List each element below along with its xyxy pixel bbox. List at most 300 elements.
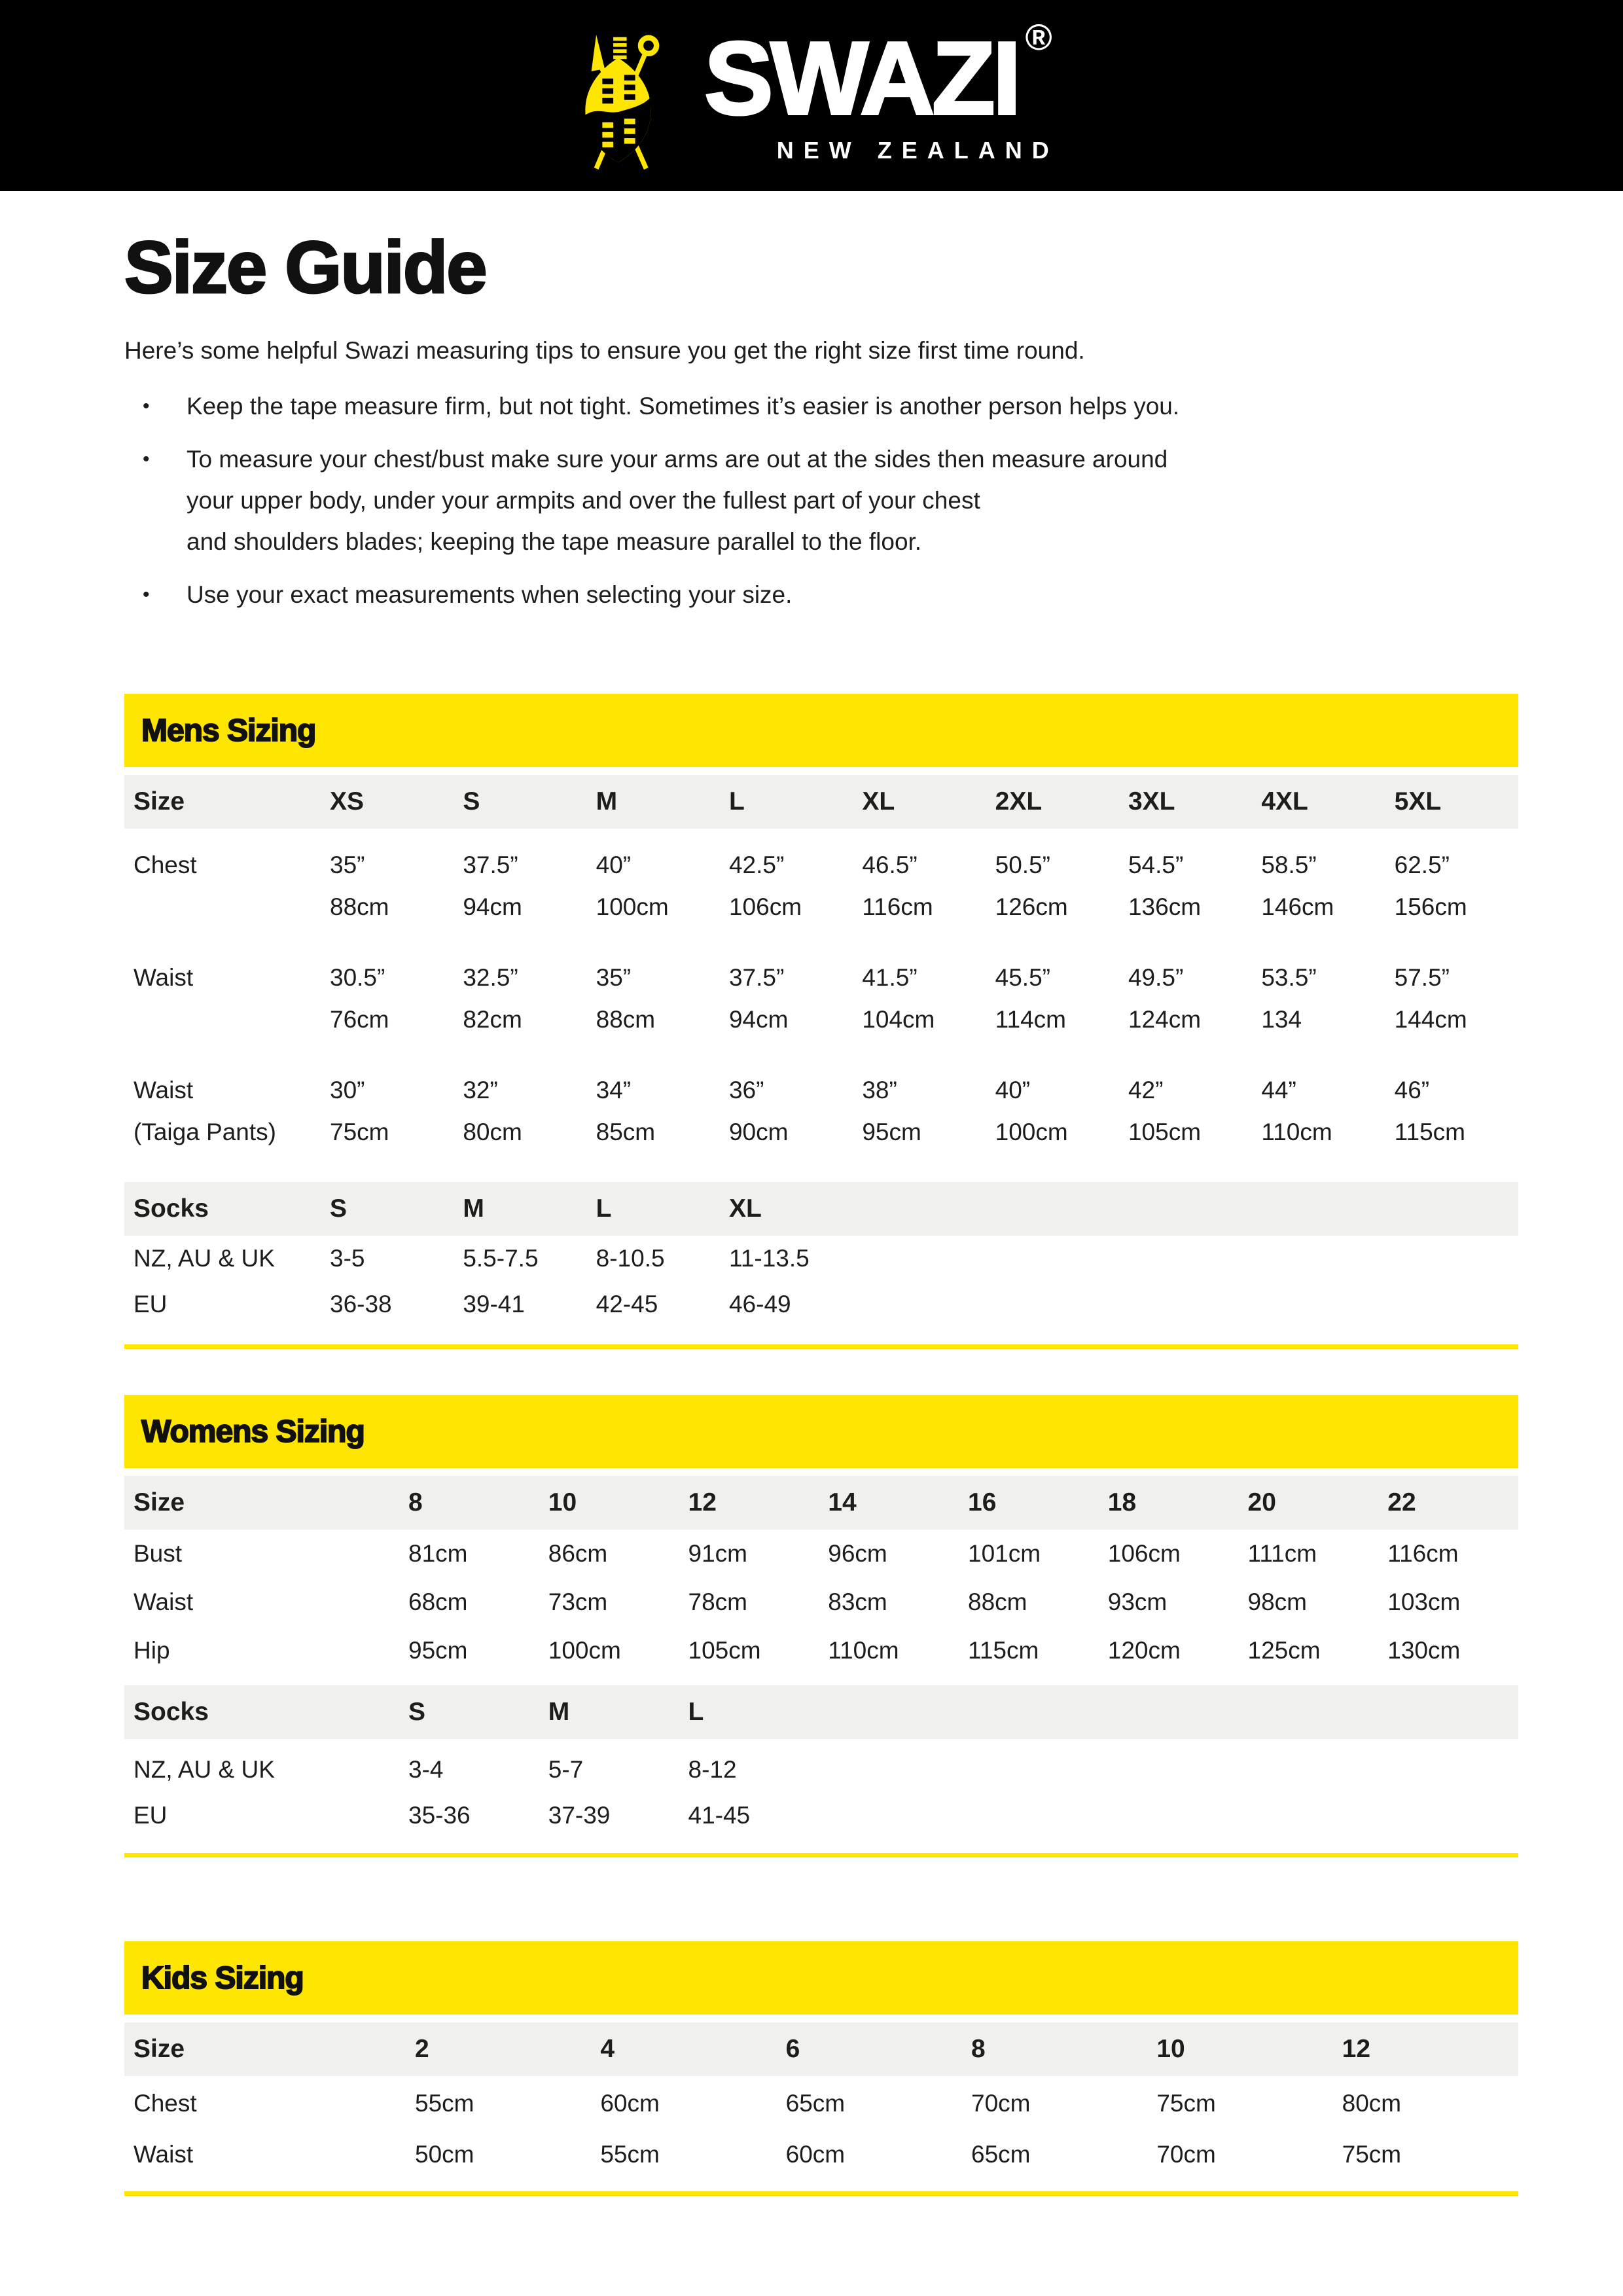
size-header-row — [124, 775, 1518, 829]
size-value — [406, 2131, 591, 2178]
size-value — [986, 844, 1119, 928]
womens-section-title-bar — [124, 1395, 1518, 1468]
size-value — [1378, 1530, 1518, 1578]
text-line: 44” — [1261, 1077, 1296, 1104]
size-value — [399, 1626, 539, 1675]
text-line: 38” — [862, 1077, 897, 1104]
column-header: 10 — [548, 1488, 577, 1517]
size-value — [399, 1793, 539, 1839]
size-value — [1099, 1626, 1239, 1675]
brand-wordmark — [704, 16, 1059, 164]
size-value — [539, 1626, 679, 1675]
size-value — [1147, 2080, 1332, 2127]
size-value — [321, 1069, 454, 1153]
womens-sizing-section — [124, 1395, 1518, 1857]
row-label — [124, 2131, 406, 2178]
row-label — [124, 1236, 321, 1282]
size-value — [399, 1530, 539, 1578]
text-line: 100cm — [995, 1119, 1068, 1146]
size-value — [853, 1069, 986, 1153]
size-value — [853, 844, 986, 928]
text-line: 65cm — [785, 2090, 846, 2117]
size-header-row — [124, 2022, 1518, 2076]
text-line: 55cm — [415, 2090, 474, 2117]
size-value — [1378, 1793, 1518, 1839]
text-line: Bust — [134, 1540, 183, 1568]
brand-name: SWAZI — [704, 21, 1019, 136]
text-line: 5.5-7.5 — [463, 1245, 539, 1272]
size-value — [1378, 1626, 1518, 1675]
row-label — [124, 2080, 406, 2127]
text-line: Waist — [134, 1077, 194, 1104]
size-value — [679, 1626, 819, 1675]
text-line: 41-45 — [688, 1802, 751, 1829]
tip-text: your upper body, under your armpits and over the fullest part of your chest — [187, 487, 980, 514]
text-line: 35” — [330, 852, 365, 879]
size-value — [986, 957, 1119, 1041]
column-header: 4 — [600, 2035, 615, 2064]
text-line: 115cm — [968, 1637, 1039, 1664]
size-value — [959, 1530, 1099, 1578]
text-line: 80cm — [463, 1119, 522, 1146]
intro-paragraph: Here’s some helpful Swazi measuring tips to ensure you get the right size first time round. — [124, 336, 1085, 364]
size-value — [959, 1578, 1099, 1626]
row-label — [124, 1578, 399, 1626]
column-header: 2XL — [995, 787, 1043, 816]
column-header: 8 — [971, 2035, 986, 2064]
size-value — [853, 1236, 986, 1282]
text-line: 94cm — [728, 1006, 789, 1033]
socks-header-row — [124, 1685, 1518, 1739]
text-line: 104cm — [862, 1006, 935, 1033]
text-line: 106cm — [1107, 1540, 1181, 1568]
table-corner-label: Size — [134, 2035, 185, 2064]
size-value — [406, 2080, 591, 2127]
text-line: Chest — [134, 2090, 197, 2117]
size-value — [679, 1747, 819, 1793]
text-line: 82cm — [463, 1006, 522, 1033]
text-line: 54.5” — [1128, 852, 1184, 879]
text-line: 37.5” — [463, 852, 518, 879]
size-value — [587, 1282, 720, 1327]
measurement-row — [124, 2080, 1518, 2127]
column-header: XL — [862, 787, 895, 816]
text-line: 101cm — [968, 1540, 1041, 1568]
size-value — [399, 1578, 539, 1626]
size-value — [587, 957, 720, 1041]
text-line: 30.5” — [330, 964, 385, 992]
tip-text: Use your exact measurements when selecting your size. — [187, 581, 793, 609]
size-value — [454, 1282, 586, 1327]
size-value — [679, 1530, 819, 1578]
column-header: 3XL — [1128, 787, 1175, 816]
text-line: 80cm — [1342, 2090, 1402, 2117]
size-value — [587, 844, 720, 928]
row-label — [124, 957, 321, 1041]
text-line: 36-38 — [330, 1291, 392, 1318]
page-title: Size Guide — [124, 226, 486, 308]
size-value — [1099, 1793, 1239, 1839]
text-line: 32” — [463, 1077, 498, 1104]
column-header: M — [548, 1698, 570, 1727]
text-line: 103cm — [1387, 1588, 1461, 1616]
text-line: 85cm — [596, 1119, 656, 1146]
tip-text: and shoulders blades; keeping the tape measure parallel to the floor. — [187, 528, 922, 556]
text-line: Waist — [134, 2141, 194, 2168]
text-line: 8-10.5 — [596, 1245, 665, 1272]
size-value — [986, 1069, 1119, 1153]
size-value — [1239, 1530, 1379, 1578]
text-line: 42-45 — [596, 1291, 658, 1318]
column-header: XS — [330, 787, 365, 816]
text-line: 110cm — [1261, 1119, 1332, 1146]
text-line: EU — [134, 1802, 168, 1829]
size-value — [1385, 1069, 1518, 1153]
size-value — [539, 1747, 679, 1793]
text-line: 70cm — [1156, 2141, 1216, 2168]
size-value — [777, 2131, 962, 2178]
text-line: 3-5 — [330, 1245, 365, 1272]
row-label — [124, 1793, 399, 1839]
text-line: 40” — [596, 852, 632, 879]
row-label — [124, 1282, 321, 1327]
size-value — [1239, 1747, 1379, 1793]
text-line: 35-36 — [408, 1802, 471, 1829]
size-value — [1252, 957, 1385, 1041]
text-line: 32.5” — [463, 964, 518, 992]
text-line: 41.5” — [862, 964, 918, 992]
size-value — [1119, 1282, 1252, 1327]
size-value — [1099, 1530, 1239, 1578]
size-value — [321, 1282, 454, 1327]
section-divider — [124, 1344, 1518, 1349]
text-line: 130cm — [1387, 1637, 1461, 1664]
text-line: 50.5” — [995, 852, 1050, 879]
size-value — [679, 1578, 819, 1626]
column-header: 18 — [1107, 1488, 1137, 1517]
column-header: L — [728, 787, 745, 816]
text-line: 46” — [1394, 1077, 1430, 1104]
size-value — [1385, 1282, 1518, 1327]
measurement-row — [124, 1578, 1518, 1626]
text-line: 42.5” — [728, 852, 785, 879]
text-line: (Taiga Pants) — [134, 1119, 276, 1146]
size-value — [720, 844, 853, 928]
size-value — [587, 1069, 720, 1153]
size-value — [454, 957, 586, 1041]
text-line: 111cm — [1247, 1540, 1317, 1568]
size-value — [1252, 844, 1385, 928]
section-divider — [124, 1853, 1518, 1857]
text-line: 75cm — [1156, 2090, 1216, 2117]
size-header-row — [124, 1476, 1518, 1530]
measurement-row — [124, 2131, 1518, 2178]
text-line: 106cm — [728, 893, 802, 921]
text-line: 110cm — [828, 1637, 899, 1664]
column-header: L — [596, 1194, 612, 1223]
text-line: 120cm — [1107, 1637, 1181, 1664]
text-line: 46-49 — [728, 1291, 791, 1318]
size-value — [539, 1793, 679, 1839]
text-line: 88cm — [968, 1588, 1027, 1616]
row-label — [124, 1069, 321, 1153]
size-value — [777, 2080, 962, 2127]
text-line: 49.5” — [1128, 964, 1184, 992]
text-line: 105cm — [1128, 1119, 1202, 1146]
column-header: XL — [728, 1194, 762, 1223]
column-header: 6 — [785, 2035, 800, 2064]
size-value — [539, 1578, 679, 1626]
text-line: 57.5” — [1394, 964, 1450, 992]
text-line: 70cm — [971, 2090, 1031, 2117]
column-header: 20 — [1247, 1488, 1276, 1517]
measurement-row — [124, 1530, 1518, 1578]
measurement-row — [124, 1626, 1518, 1675]
size-value — [959, 1747, 1099, 1793]
text-line: 42” — [1128, 1077, 1164, 1104]
text-line: 46.5” — [862, 852, 918, 879]
row-label — [124, 844, 321, 928]
text-line: 78cm — [688, 1588, 747, 1616]
row-label — [124, 1530, 399, 1578]
zulu-shield-crossed-spears-icon — [571, 18, 692, 173]
size-value — [819, 1578, 959, 1626]
text-line: 76cm — [330, 1006, 389, 1033]
text-line: 88cm — [330, 893, 389, 921]
measurement-row — [124, 844, 1518, 928]
socks-row — [124, 1747, 1518, 1793]
size-value — [399, 1747, 539, 1793]
measurement-row — [124, 1069, 1518, 1153]
text-line: 95cm — [862, 1119, 921, 1146]
text-line: 95cm — [408, 1637, 468, 1664]
size-value — [321, 957, 454, 1041]
text-line: 40” — [995, 1077, 1031, 1104]
size-value — [1099, 1747, 1239, 1793]
column-header: 4XL — [1261, 787, 1308, 816]
socks-row — [124, 1236, 1518, 1282]
size-value — [720, 1282, 853, 1327]
column-header: M — [596, 787, 618, 816]
size-value — [720, 957, 853, 1041]
text-line: 62.5” — [1394, 852, 1450, 879]
text-line: 81cm — [408, 1540, 468, 1568]
text-line: 144cm — [1394, 1006, 1467, 1033]
size-value — [1119, 844, 1252, 928]
text-line: EU — [134, 1291, 168, 1318]
size-value — [454, 1236, 586, 1282]
text-line: 90cm — [728, 1119, 789, 1146]
socks-row — [124, 1282, 1518, 1327]
size-value — [1385, 1236, 1518, 1282]
text-line: 94cm — [463, 893, 522, 921]
text-line: 35” — [596, 964, 632, 992]
size-value — [587, 1236, 720, 1282]
column-header: L — [688, 1698, 704, 1727]
text-line: 91cm — [688, 1540, 747, 1568]
text-line: 98cm — [1247, 1588, 1307, 1616]
size-value — [819, 1530, 959, 1578]
size-value — [591, 2131, 776, 2178]
size-value — [720, 1236, 853, 1282]
text-line: 36” — [728, 1077, 764, 1104]
size-value — [454, 1069, 586, 1153]
brand-country: NEW ZEALAND — [776, 137, 1059, 164]
section-title: Womens Sizing — [141, 1414, 365, 1449]
text-line: 134 — [1261, 1006, 1302, 1033]
size-value — [1099, 1578, 1239, 1626]
measurement-row — [124, 957, 1518, 1041]
text-line: 125cm — [1247, 1637, 1321, 1664]
header-bar — [0, 0, 1623, 191]
size-guide-page — [0, 226, 1623, 2196]
text-line: 86cm — [548, 1540, 608, 1568]
text-line: 34” — [596, 1077, 632, 1104]
size-value — [1252, 1282, 1385, 1327]
bullet-dot-icon: • — [143, 395, 150, 418]
text-line: 68cm — [408, 1588, 468, 1616]
text-line: 3-4 — [408, 1756, 444, 1784]
column-header: 8 — [408, 1488, 423, 1517]
size-value — [962, 2131, 1147, 2178]
column-header: S — [408, 1698, 426, 1727]
table-corner-label: Socks — [134, 1194, 209, 1223]
column-header: 16 — [968, 1488, 997, 1517]
section-title: Kids Sizing — [141, 1960, 304, 1996]
column-header: S — [330, 1194, 348, 1223]
text-line: 58.5” — [1261, 852, 1317, 879]
bullet-dot-icon: • — [143, 584, 150, 606]
text-line: 116cm — [1387, 1540, 1459, 1568]
text-line: 96cm — [828, 1540, 887, 1568]
sizing-sections — [124, 694, 1518, 2196]
bullet-dot-icon: • — [143, 448, 150, 471]
text-line: Waist — [134, 964, 194, 992]
text-line: 65cm — [971, 2141, 1031, 2168]
size-value — [1119, 1236, 1252, 1282]
size-value — [539, 1530, 679, 1578]
socks-header-row — [124, 1182, 1518, 1236]
measuring-tip — [124, 439, 1518, 562]
size-value — [1239, 1793, 1379, 1839]
text-line: NZ, AU & UK — [134, 1756, 275, 1784]
text-line: 124cm — [1128, 1006, 1202, 1033]
measuring-tip — [124, 574, 1518, 615]
size-value — [1385, 844, 1518, 928]
size-value — [853, 1282, 986, 1327]
text-line: 30” — [330, 1077, 365, 1104]
table-corner-label: Size — [134, 1488, 185, 1517]
column-header: 2 — [415, 2035, 429, 2064]
row-label — [124, 1747, 399, 1793]
text-line: 114cm — [995, 1006, 1066, 1033]
text-line: 116cm — [862, 893, 933, 921]
column-header: M — [463, 1194, 484, 1223]
size-value — [679, 1793, 819, 1839]
measuring-tips-list — [124, 386, 1518, 615]
size-value — [1239, 1578, 1379, 1626]
measuring-tip — [124, 386, 1518, 427]
text-line: 100cm — [548, 1637, 621, 1664]
text-line: 55cm — [600, 2141, 660, 2168]
kids-sizing-section — [124, 1941, 1518, 2196]
size-value — [986, 1236, 1119, 1282]
text-line: 146cm — [1261, 893, 1334, 921]
size-value — [959, 1793, 1099, 1839]
text-line: 60cm — [785, 2141, 846, 2168]
size-value — [819, 1793, 959, 1839]
text-line: Chest — [134, 852, 197, 879]
size-value — [1252, 1069, 1385, 1153]
text-line: 88cm — [596, 1006, 656, 1033]
size-value — [321, 844, 454, 928]
size-value — [853, 957, 986, 1041]
text-line: 53.5” — [1261, 964, 1317, 992]
text-line: 39-41 — [463, 1291, 525, 1318]
size-value — [962, 2080, 1147, 2127]
text-line: NZ, AU & UK — [134, 1245, 275, 1272]
size-value — [321, 1236, 454, 1282]
text-line: 45.5” — [995, 964, 1050, 992]
size-value — [1119, 957, 1252, 1041]
row-label — [124, 1626, 399, 1675]
column-header: 10 — [1156, 2035, 1185, 2064]
size-value — [819, 1747, 959, 1793]
column-header: 22 — [1387, 1488, 1416, 1517]
text-line: 75cm — [1342, 2141, 1402, 2168]
text-line: 100cm — [596, 893, 669, 921]
column-header: 12 — [1342, 2035, 1371, 2064]
size-value — [1333, 2131, 1518, 2178]
text-line: 93cm — [1107, 1588, 1168, 1616]
size-value — [1147, 2131, 1332, 2178]
text-line: 60cm — [600, 2090, 660, 2117]
text-line: 126cm — [995, 893, 1068, 921]
tip-text: To measure your chest/bust make sure your arms are out at the sides then measure around — [187, 446, 1168, 473]
swazi-logo — [571, 16, 1059, 173]
column-header: 5XL — [1394, 787, 1442, 816]
size-value — [986, 1282, 1119, 1327]
text-line: 5-7 — [548, 1756, 584, 1784]
size-value — [959, 1626, 1099, 1675]
text-line: 136cm — [1128, 893, 1202, 921]
size-value — [454, 844, 586, 928]
text-line: 105cm — [688, 1637, 761, 1664]
text-line: 11-13.5 — [728, 1245, 810, 1272]
section-title: Mens Sizing — [141, 713, 316, 748]
mens-section-title-bar — [124, 694, 1518, 767]
mens-sizing-section — [124, 694, 1518, 1349]
text-line: 115cm — [1394, 1119, 1465, 1146]
tip-text: Keep the tape measure firm, but not tight. Sometimes it’s easier is another person helps you. — [187, 393, 1180, 420]
size-value — [1385, 957, 1518, 1041]
size-value — [1333, 2080, 1518, 2127]
text-line: 83cm — [828, 1588, 887, 1616]
text-line: Waist — [134, 1588, 194, 1616]
size-value — [1119, 1069, 1252, 1153]
text-line: 73cm — [548, 1588, 608, 1616]
size-value — [1252, 1236, 1385, 1282]
registered-trademark-icon: ® — [1025, 16, 1052, 58]
text-line: Hip — [134, 1637, 170, 1664]
table-corner-label: Size — [134, 787, 185, 816]
size-value — [819, 1626, 959, 1675]
text-line: 50cm — [415, 2141, 474, 2168]
text-line: 37.5” — [728, 964, 785, 992]
kids-section-title-bar — [124, 1941, 1518, 2015]
column-header: S — [463, 787, 480, 816]
socks-row — [124, 1793, 1518, 1839]
